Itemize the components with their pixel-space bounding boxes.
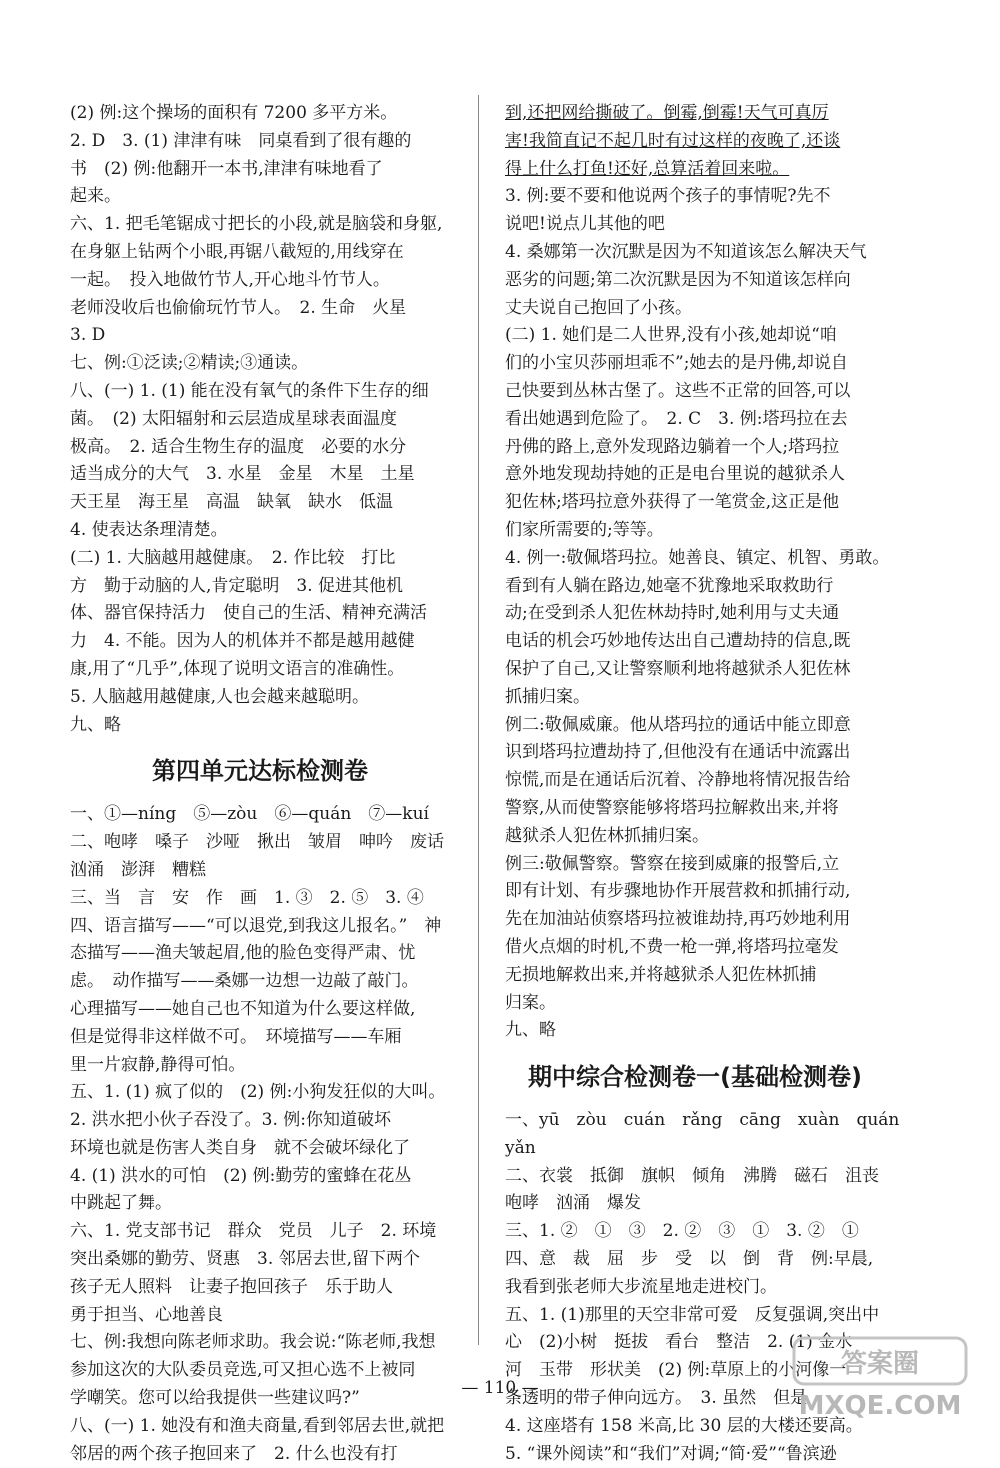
answer-line: 咆哮 汹涌 爆发	[505, 1193, 641, 1214]
answer-line: 方 勤于动脑的人,肯定聪明 3. 促进其他机	[70, 575, 404, 596]
answer-line: 4. 例一:敬佩塔玛拉。她善良、镇定、机智、勇敢。	[505, 547, 890, 568]
answer-line: 学嘲笑。您可以给我提供一些建议吗?”	[70, 1388, 360, 1409]
answer-line: 汹涌 澎湃 糟糕	[70, 859, 206, 880]
answer-line: 邻居的两个孩子抱回来了 2. 什么也没有打	[70, 1443, 398, 1464]
answer-line: 心理描写——她自己也不知道为什么要这样做,	[70, 998, 416, 1019]
answer-line: 我看到张老师大步流星地走进校门。	[505, 1276, 777, 1297]
answer-line: 里一片寂静,静得可怕。	[70, 1054, 246, 1075]
answer-line: 三、当 言 安 作 画 1. ③ 2. ⑤ 3. ④	[70, 887, 424, 908]
answer-line: 但是觉得非这样做不可。 环境描写——车厢	[70, 1026, 402, 1047]
answer-line: 2. 洪水把小伙子吞没了。3. 例:你知道破坏	[70, 1110, 391, 1131]
answer-line: 突出桑娜的勤劳、贤惠 3. 邻居去世,留下两个	[70, 1249, 421, 1270]
section-heading-midterm-1: 期中综合检测卷一(基础检测卷)	[528, 1063, 862, 1092]
answer-line: 看出她遇到危险了。 2. C 3. 例:塔玛拉在去	[505, 408, 848, 429]
answer-line: 勇于担当、心地善良	[70, 1304, 223, 1325]
answer-line: 八、(一) 1. (1) 能在没有氧气的条件下生存的细	[70, 380, 429, 401]
answer-line: 八、(一) 1. 她没有和渔夫商量,看到邻居去世,就把	[70, 1415, 445, 1436]
answer-line: 九、略	[70, 714, 121, 735]
answer-line: 一起。 投入地做竹节人,开心地斗竹节人。	[70, 269, 390, 290]
answer-line: 无损地解救出来,并将越狱杀人犯佐林抓捕	[505, 964, 817, 985]
answer-line: 二、衣裳 抵御 旗帜 倾角 沸腾 磁石 沮丧	[505, 1165, 879, 1186]
answer-line: 适当成分的大气 3. 水星 金星 木星 土星	[70, 464, 415, 485]
answer-line: 电话的机会巧妙地传达出自己遭劫持的信息,既	[505, 631, 851, 652]
answer-line: 到,还把网给撕破了。倒霉,倒霉!天气可真厉	[505, 103, 829, 123]
answer-line: 五、1. (1) 疯了似的 (2) 例:小狗发狂似的大叫。	[70, 1082, 446, 1103]
answer-line: 康,用了“几乎”,体现了说明文语言的准确性。	[70, 658, 405, 679]
answer-line: 识到塔玛拉遭劫持了,但他没有在通话中流露出	[505, 742, 851, 763]
answer-line: 六、1. 把毛笔锯成寸把长的小段,就是脑袋和身躯,	[70, 214, 443, 235]
left-answers-part-1	[70, 100, 450, 739]
answer-line: 警察,从而使警察能够将塔玛拉解救出来,并将	[505, 797, 839, 818]
answer-line: (二) 1. 她们是二人世界,没有小孩,她却说“咱	[505, 325, 837, 346]
answer-line: 河 玉带 形状美 (2) 例:草原上的小河像一	[505, 1360, 847, 1381]
answer-line: 五、1. (1)那里的天空非常可爱 反复强调,突出中	[505, 1304, 880, 1325]
answer-line: 例二:敬佩威廉。他从塔玛拉的通话中能立即意	[505, 714, 851, 735]
answer-line: 例三:敬佩警察。警察在接到威廉的报警后,立	[505, 853, 840, 874]
left-answers-part-2	[70, 801, 450, 1468]
answer-line: 抓捕归案。	[505, 686, 590, 707]
answer-line: 恶劣的问题;第二次沉默是因为不知道该怎样向	[505, 269, 851, 290]
left-column	[70, 100, 450, 1468]
answer-line: 动;在受到杀人犯佐林劫持时,她利用与丈夫通	[505, 603, 840, 624]
answer-line: 3. D	[70, 325, 106, 346]
answer-line: 老师没收后也偷偷玩竹节人。 2. 生命 火星	[70, 297, 407, 318]
answer-line: 条透明的带子伸向远方。 3. 虽然 但是	[505, 1388, 808, 1409]
answer-line: 一、yū zòu cuán rǎng cāng xuàn quán	[505, 1110, 900, 1131]
section-heading-unit-4: 第四单元达标检测卷	[152, 757, 368, 786]
answer-line: 起来。	[70, 186, 121, 207]
answer-line: 己快要到丛林古堡了。这些不正常的回答,可以	[505, 380, 851, 401]
answer-line: (二) 1. 大脑越用越健康。 2. 作比较 打比	[70, 547, 396, 568]
answer-line: 七、例:①泛读;②精读;③通读。	[70, 353, 309, 374]
answer-line: 虑。 动作描写——桑娜一边想一边敲了敲门。	[70, 971, 419, 992]
answer-line: 5. 人脑越用越健康,人也会越来越聪明。	[70, 686, 370, 707]
answer-line: 5. “课外阅读”和“我们”对调;“简·爱”“鲁滨逊	[505, 1443, 837, 1464]
answer-line: 四、语言描写——“可以退党,到我这儿报名。” 神	[70, 915, 442, 936]
answer-line: 先在加油站侦察塔玛拉被谁劫持,再巧妙地利用	[505, 909, 851, 930]
answer-line: 4. 这座塔有 158 米高,比 30 层的大楼还要高。	[505, 1415, 863, 1436]
watermark-logo	[790, 1334, 970, 1422]
answer-line: yǎn	[505, 1137, 536, 1158]
answer-line: 借火点烟的时机,不费一枪一弹,将塔玛拉毫发	[505, 936, 839, 957]
answer-line: 即有计划、有步骤地协作开展营救和抓捕行动,	[505, 881, 851, 902]
answer-line: 3. 例:要不要和他说两个孩子的事情呢?先不	[505, 186, 831, 207]
answer-line: 2. D 3. (1) 津津有味 同桌看到了很有趣的	[70, 130, 412, 151]
answer-line: 一、①—níng ⑤—zòu ⑥—quán ⑦—kuí	[70, 804, 429, 825]
answer-line: 们的小宝贝莎丽坦乖不”;她去的是丹佛,却说自	[505, 353, 848, 374]
answer-line: 六、1. 党支部书记 群众 党员 儿子 2. 环境	[70, 1221, 437, 1242]
watermark-text-url: MXQE.COM	[798, 1391, 962, 1421]
answer-line: 丈夫说自己抱回了小孩。	[505, 297, 692, 318]
answer-line: 惊慌,而是在通话后沉着、冷静地将情况报告给	[505, 770, 851, 791]
watermark-text-cn: 答案圈	[840, 1349, 920, 1379]
page-number: — 110 —	[461, 1378, 539, 1398]
answer-line: 说吧!说点儿其他的吧	[505, 214, 665, 235]
right-column	[505, 100, 900, 1468]
answer-line: 菌。 (2) 太阳辐射和云层造成星球表面温度	[70, 408, 397, 429]
answer-line: 看到有人躺在路边,她毫不犹豫地采取救助行	[505, 575, 834, 596]
answer-line: 体、器官保持活力 使自己的生活、精神充满活	[70, 603, 427, 624]
answer-line: 九、略	[505, 1020, 556, 1041]
answer-line: 力 4. 不能。因为人的机体并不都是越用越健	[70, 631, 415, 652]
right-answers-part-1	[505, 100, 890, 1045]
answer-line: 们家所需要的;等等。	[505, 519, 664, 540]
answer-line: 三、1. ② ① ③ 2. ② ③ ① 3. ② ①	[505, 1221, 859, 1242]
answer-line: 4. 使表达条理清楚。	[70, 519, 228, 540]
answer-line: 参加这次的大队委员竞选,可又担心选不上被同	[70, 1360, 416, 1381]
answer-line: 在身躯上钻两个小眼,再锯八截短的,用线穿在	[70, 241, 404, 262]
answer-line: 害!我简直记不起几时有过这样的夜晚了,还谈	[505, 130, 841, 151]
answer-line: (2) 例:这个操场的面积有 7200 多平方米。	[70, 103, 398, 123]
answer-line: 书 (2) 例:他翻开一本书,津津有味地看了	[70, 158, 383, 179]
answer-line: 四、意 裁 屈 步 受 以 倒 背 例:早晨,	[505, 1249, 874, 1270]
answer-line: 保护了自己,又让警察顺利地将越狱杀人犯佐林	[505, 658, 851, 679]
answer-line: 天王星 海王星 高温 缺氧 缺水 低温	[70, 492, 393, 513]
answer-line: 丹佛的路上,意外发现路边躺着一个人;塔玛拉	[505, 436, 840, 457]
answer-line: 归案。	[505, 992, 556, 1013]
answer-line: 得上什么打鱼!还好,总算活着回来啦。	[505, 158, 790, 179]
answer-line: 4. 桑娜第一次沉默是因为不知道该怎么解决天气	[505, 241, 867, 262]
answer-line: 二、咆哮 嗓子 沙哑 揪出 皱眉 呻吟 废话	[70, 832, 444, 853]
answer-line: 犯佐林;塔玛拉意外获得了一笔赏金,这正是他	[505, 492, 840, 513]
column-divider	[478, 95, 479, 1345]
answer-line: 心 (2)小树 挺拔 看台 整洁 2. (1) 金水	[505, 1332, 853, 1353]
answer-line: 态描写——渔夫皱起眉,他的脸色变得严肃、忧	[70, 943, 416, 964]
answer-line: 七、例:我想向陈老师求助。我会说:“陈老师,我想	[70, 1332, 436, 1353]
answer-line: 越狱杀人犯佐林抓捕归案。	[505, 825, 709, 846]
answer-line: 极高。 2. 适合生物生存的温度 必要的水分	[70, 436, 407, 457]
answer-line: 环境也就是伤害人类自身 就不会破坏绿化了	[70, 1137, 410, 1158]
answer-line: 4. (1) 洪水的可怕 (2) 例:勤劳的蜜蜂在花丛	[70, 1165, 412, 1186]
answer-line: 中跳起了舞。	[70, 1193, 172, 1214]
answer-line: 孩子无人照料 让妻子抱回孩子 乐于助人	[70, 1276, 393, 1297]
answer-line: 意外地发现劫持她的正是电台里说的越狱杀人	[505, 464, 845, 485]
